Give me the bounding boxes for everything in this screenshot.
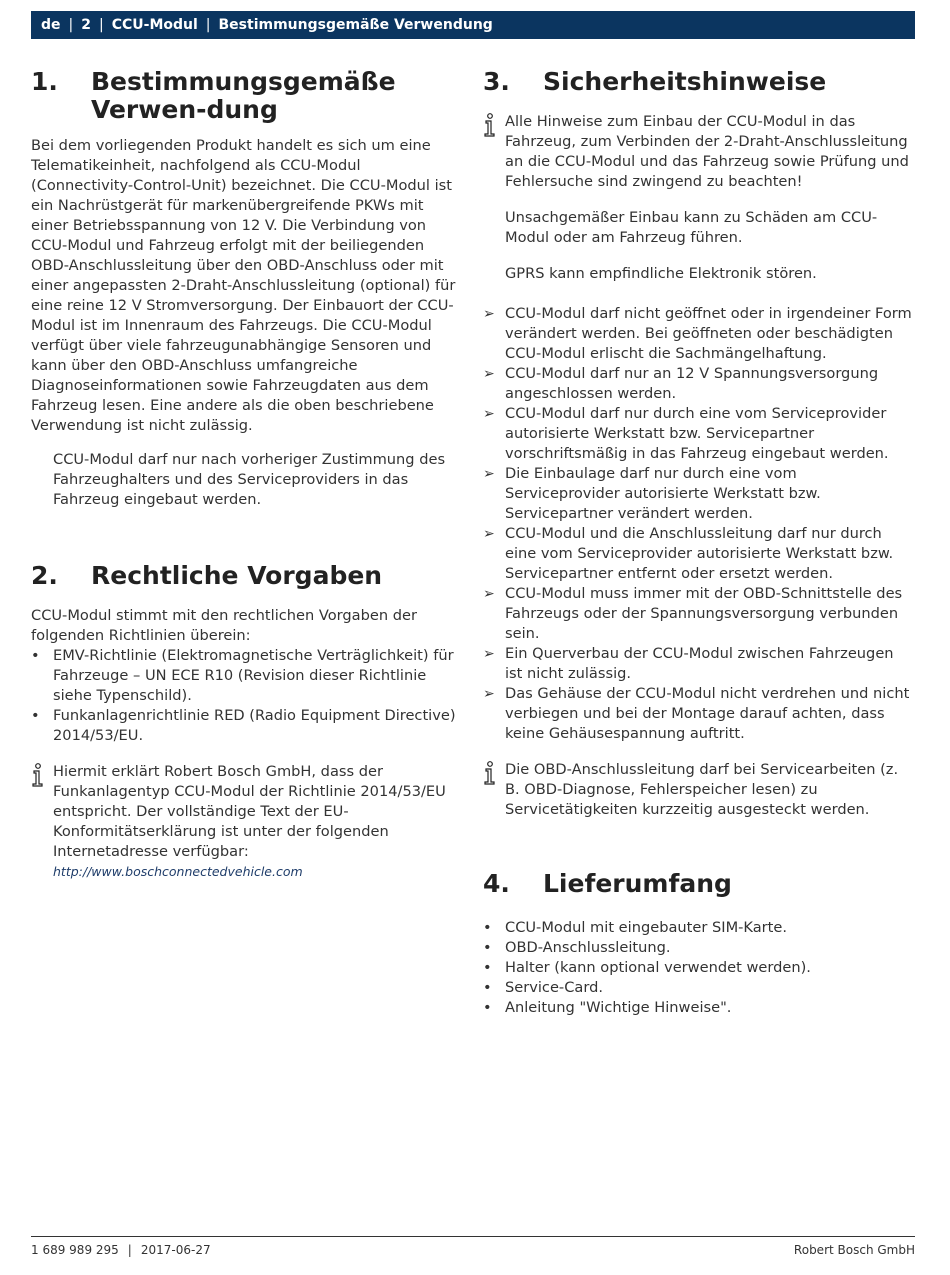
arrow-icon: ➢ xyxy=(483,646,495,662)
warning-text: GPRS kann empfindliche Elektronik stören. xyxy=(505,265,817,282)
section-1-heading xyxy=(31,68,463,124)
arrow-icon: ➢ xyxy=(483,406,495,422)
exclamation-icon xyxy=(483,208,505,248)
website-link[interactable]: http://www.boschconnectedvehicle.com xyxy=(53,864,303,879)
section-title: Bestimmungsgemäße Verwen-dung xyxy=(91,67,396,124)
section-3-heading xyxy=(483,68,915,96)
list-item: ➢ Das Gehäuse der CCU-Modul nicht verdrehen und nicht verbiegen und bei der Montage darauf achten, dass keine Gehäusespannung auftritt. xyxy=(483,685,910,742)
list-item: ➢ Die Einbaulage darf nur durch eine vom Serviceprovider autorisierte Werkstatt bzw. Servicepartner verändert werden. xyxy=(483,465,821,522)
list-item: • OBD-Anschlussleitung. xyxy=(483,939,671,956)
list-item: • Funkanlagenrichtlinie RED (Radio Equipment Directive) 2014/53/EU. xyxy=(31,707,456,744)
list-item: • EMV-Richtlinie (Elektromagnetische Verträglichkeit) für Fahrzeuge – UN ECE R10 (Revision dieser Richtlinie siehe Typenschild). xyxy=(31,647,454,704)
exclamation-icon xyxy=(483,264,505,284)
right-column xyxy=(483,68,915,1018)
section-2-intro: CCU-Modul stimmt mit den rechtlichen Vorgaben der folgenden Richtlinien überein: xyxy=(31,607,417,644)
warning-note xyxy=(483,208,915,248)
section-number: 4. xyxy=(483,869,510,898)
footer-divider xyxy=(31,1236,915,1237)
delivery-list xyxy=(483,918,915,1018)
warning-note xyxy=(31,450,463,510)
left-column xyxy=(31,68,463,882)
exclamation-icon xyxy=(31,450,53,510)
arrow-icon: ➢ xyxy=(483,466,495,482)
header-section: Bestimmungsgemäße Verwendung xyxy=(218,17,493,33)
list-item: • Service-Card. xyxy=(483,979,603,996)
warning-text: Unsachgemäßer Einbau kann zu Schäden am CCU-Modul oder am Fahrzeug führen. xyxy=(505,209,878,246)
footer-left xyxy=(31,1243,211,1257)
footer-separator: | xyxy=(127,1243,132,1257)
header-page: 2 xyxy=(81,17,91,33)
list-item: • Anleitung "Wichtige Hinweise". xyxy=(483,999,732,1016)
section-4-heading xyxy=(483,870,915,898)
arrow-icon: ➢ xyxy=(483,526,495,542)
bullet-icon: • xyxy=(483,979,492,996)
arrow-icon: ➢ xyxy=(483,366,495,382)
section-1-body: Bei dem vorliegenden Produkt handelt es sich um eine Telematikeinheit, nachfolgend als CCU-Modul (Connectivity-Control-Unit) bezeichnet. Die CCU-Modul ist ein Nachrüstgerät für markenübergreifende PKWs mit einer Betriebsspannung von 12 V. Die Verbindung von CCU-Modul und Fahrzeug erfolgt mit der beiliegenden OBD-Anschlussleitung über den OBD-Anschluss oder mit einer angepassten 2-Draht-Anschlussleitung (optional) für eine reine 12 V Stromversorgung. Der Einbauort der CCU-Modul ist im Innenraum des Fahrzeugs. Die CCU-Modul verfügt über viele fahrzeugunabhängige Sensoren und kann über den OBD-Anschluss umfangreiche Diagnoseinformationen sowie Fahrzeugdaten aus dem Fahrzeug lesen. Eine andere als die oben beschriebene Verwendung ist nicht zulässig. xyxy=(31,137,456,434)
bullet-icon: • xyxy=(31,647,40,664)
info-text: Hiermit erklärt Robert Bosch GmbH, dass der Funkanlagentyp CCU-Modul der Richtlinie 2014/53/EU entspricht. Der vollständige Text der EU-Konformitätserklärung ist unter der folgenden Internetadresse verfügbar: xyxy=(53,763,446,860)
bullet-icon: • xyxy=(483,999,492,1016)
warning-text: CCU-Modul darf nur nach vorheriger Zustimmung des Fahrzeughalters und des Serviceproviders in das Fahrzeug eingebaut werden. xyxy=(53,451,446,508)
header-separator: | xyxy=(205,17,211,33)
section-title: Rechtliche Vorgaben xyxy=(91,561,383,590)
arrow-icon: ➢ xyxy=(483,306,495,322)
safety-list xyxy=(483,304,915,744)
section-title: Lieferumfang xyxy=(543,869,732,898)
info-icon xyxy=(31,762,53,882)
arrow-icon: ➢ xyxy=(483,586,495,602)
list-item: • Halter (kann optional verwendet werden). xyxy=(483,959,811,976)
arrow-icon: ➢ xyxy=(483,686,495,702)
bullet-icon: • xyxy=(483,939,492,956)
list-item: ➢ CCU-Modul und die Anschlussleitung darf nur durch eine vom Serviceprovider autorisierte Werkstatt bzw. Servicepartner entfernt oder ersetzt werden. xyxy=(483,525,894,582)
info-icon xyxy=(483,112,505,192)
list-item: • CCU-Modul mit eingebauter SIM-Karte. xyxy=(483,919,788,936)
section-number: 3. xyxy=(483,67,510,96)
bullet-icon: • xyxy=(483,919,492,936)
section-number: 2. xyxy=(31,561,58,590)
header-product: CCU-Modul xyxy=(111,17,198,33)
list-item: ➢ CCU-Modul darf nur durch eine vom Serviceprovider autorisierte Werkstatt bzw. Servicepartner vorschriftsmäßig in das Fahrzeug eingebaut werden. xyxy=(483,405,889,462)
bullet-icon: • xyxy=(31,707,40,724)
directive-list xyxy=(31,646,463,746)
header-separator: | xyxy=(68,17,74,33)
section-2-heading xyxy=(31,562,463,590)
info-icon xyxy=(483,760,505,820)
info-note xyxy=(483,760,915,820)
info-note xyxy=(31,762,463,882)
section-title: Sicherheitshinweise xyxy=(543,67,827,96)
company-name: Robert Bosch GmbH xyxy=(793,1243,915,1257)
info-note xyxy=(483,112,915,192)
header-separator: | xyxy=(99,17,104,33)
header-bar xyxy=(31,11,915,39)
doc-date: 2017-06-27 xyxy=(140,1243,211,1257)
section-number: 1. xyxy=(31,67,58,96)
doc-number: 1 689 989 295 xyxy=(31,1243,119,1257)
info-text: Die OBD-Anschlussleitung darf bei Servicearbeiten (z. B. OBD-Diagnose, Fehlerspeicher lesen) zu Servicetätigkeiten kurzzeitig ausgesteckt werden. xyxy=(505,761,899,818)
bullet-icon: • xyxy=(483,959,492,976)
header-lang: de xyxy=(41,17,61,33)
info-text: Alle Hinweise zum Einbau der CCU-Modul in das Fahrzeug, zum Verbinden der 2-Draht-Anschlussleitung an die CCU-Modul und das Fahrzeug sowie Prüfung und Fehlersuche sind zwingend zu beachten! xyxy=(505,113,909,190)
list-item: ➢ CCU-Modul darf nur an 12 V Spannungsversorgung angeschlossen werden. xyxy=(483,365,879,402)
list-item: ➢ Ein Querverbau der CCU-Modul zwischen Fahrzeugen ist nicht zulässig. xyxy=(483,645,894,682)
list-item: ➢ CCU-Modul muss immer mit der OBD-Schnittstelle des Fahrzeugs oder der Spannungsversorgung verbunden sein. xyxy=(483,585,903,642)
list-item: ➢ CCU-Modul darf nicht geöffnet oder in irgendeiner Form verändert werden. Bei geöffneten oder beschädigten CCU-Modul erlischt die Sachmängelhaftung. xyxy=(483,305,912,362)
warning-note xyxy=(483,264,915,284)
